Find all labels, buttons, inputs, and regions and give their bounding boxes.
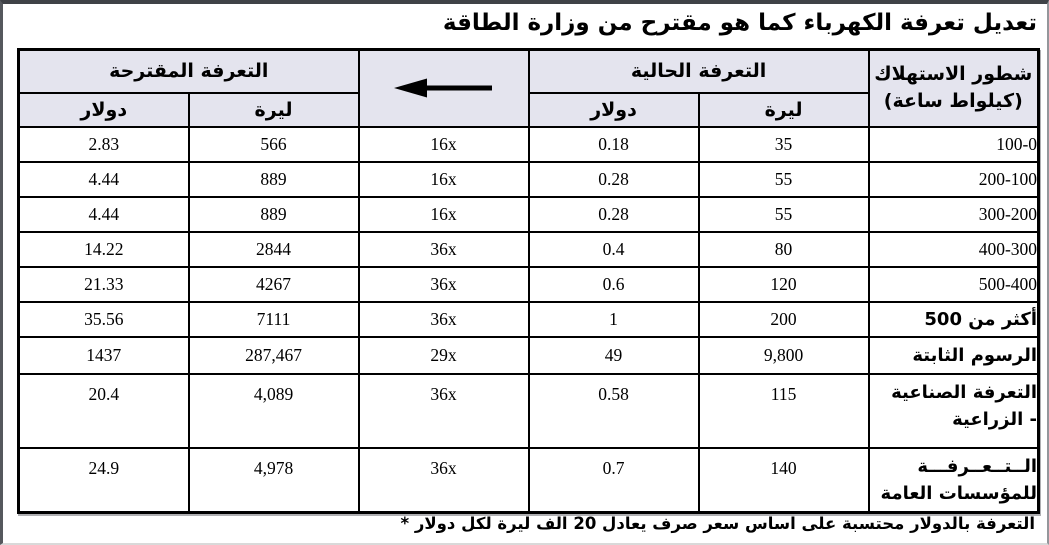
multiplier-cell: 16x	[359, 162, 529, 197]
multiplier-cell: 36x	[359, 302, 529, 337]
current-dollar-cell: 0.58	[529, 374, 699, 448]
header-consumption-tiers-unit: (كيلواط ساعة)	[883, 90, 1023, 113]
table-title: تعديل تعرفة الكهرباء كما هو مقترح من وزارة الطاقة	[442, 10, 1037, 36]
table-row	[19, 127, 1039, 162]
tier-label-line2: للمؤسسات العامة	[880, 482, 1038, 504]
current-lira-cell: 35	[699, 127, 869, 162]
left-arrow-icon	[394, 77, 494, 99]
header-consumption-tiers-label: شطور الاستهلاك	[874, 62, 1033, 85]
multiplier-cell: 16x	[359, 127, 529, 162]
tariff-table	[17, 48, 1040, 514]
multiplier-cell: 29x	[359, 337, 529, 374]
tier-cell: 300-200	[869, 197, 1039, 232]
header-proposed-tariff: التعرفة المقترحة	[19, 50, 359, 93]
current-lira-cell: 115	[699, 374, 869, 448]
tier-cell	[869, 448, 1039, 513]
current-dollar-cell: 0.28	[529, 162, 699, 197]
tier-cell: الرسوم الثابتة	[869, 337, 1039, 374]
tier-label-line2: - الزراعية	[952, 408, 1038, 430]
tier-label-line1: الــتــعــرفـــة	[917, 455, 1038, 477]
proposed-dollar-cell: 20.4	[19, 374, 189, 448]
current-dollar-cell: 0.4	[529, 232, 699, 267]
proposed-lira-cell: 566	[189, 127, 359, 162]
current-lira-cell: 200	[699, 302, 869, 337]
proposed-dollar-cell: 24.9	[19, 448, 189, 513]
tier-cell: 400-300	[869, 232, 1039, 267]
tier-label-line1: التعرفة الصناعية	[891, 381, 1038, 403]
proposed-dollar-cell: 35.56	[19, 302, 189, 337]
proposed-lira-cell: 7111	[189, 302, 359, 337]
proposed-dollar-cell: 1437	[19, 337, 189, 374]
current-lira-cell: 140	[699, 448, 869, 513]
current-dollar-cell: 0.18	[529, 127, 699, 162]
proposed-lira-cell: 4,978	[189, 448, 359, 513]
table-row	[19, 337, 1039, 374]
proposed-lira-cell: 2844	[189, 232, 359, 267]
multiplier-cell: 36x	[359, 448, 529, 513]
multiplier-arrow-cell	[359, 50, 529, 127]
proposed-lira-cell: 889	[189, 162, 359, 197]
header-consumption-tiers	[869, 50, 1039, 127]
tier-cell: 100-0	[869, 127, 1039, 162]
table-row	[19, 197, 1039, 232]
tier-cell: 500-400	[869, 267, 1039, 302]
table-row	[19, 374, 1039, 448]
current-lira-cell: 55	[699, 197, 869, 232]
table-row	[19, 162, 1039, 197]
current-dollar-cell: 0.28	[529, 197, 699, 232]
header-lira-proposed: ليرة	[189, 93, 359, 127]
current-lira-cell: 120	[699, 267, 869, 302]
proposed-lira-cell: 4,089	[189, 374, 359, 448]
header-dollar-proposed: دولار	[19, 93, 189, 127]
multiplier-cell: 36x	[359, 267, 529, 302]
table-row	[19, 267, 1039, 302]
proposed-dollar-cell: 2.83	[19, 127, 189, 162]
tier-cell: أكثر من 500	[869, 302, 1039, 337]
current-dollar-cell: 49	[529, 337, 699, 374]
multiplier-cell: 36x	[359, 374, 529, 448]
current-dollar-cell: 0.7	[529, 448, 699, 513]
proposed-lira-cell: 889	[189, 197, 359, 232]
proposed-lira-cell: 4267	[189, 267, 359, 302]
footnote: التعرفة بالدولار محتسبة على اساس سعر صرف يعادل 20 الف ليرة لكل دولار *	[400, 514, 1035, 533]
current-dollar-cell: 1	[529, 302, 699, 337]
header-row-1	[19, 50, 1039, 93]
current-lira-cell: 80	[699, 232, 869, 267]
proposed-dollar-cell: 21.33	[19, 267, 189, 302]
header-lira-current: ليرة	[699, 93, 869, 127]
proposed-lira-cell: 287,467	[189, 337, 359, 374]
header-current-tariff: التعرفة الحالية	[529, 50, 869, 93]
table-row	[19, 302, 1039, 337]
tier-cell: 200-100	[869, 162, 1039, 197]
header-dollar-current: دولار	[529, 93, 699, 127]
proposed-dollar-cell: 4.44	[19, 197, 189, 232]
current-dollar-cell: 0.6	[529, 267, 699, 302]
proposed-dollar-cell: 4.44	[19, 162, 189, 197]
table-row	[19, 232, 1039, 267]
multiplier-cell: 36x	[359, 232, 529, 267]
multiplier-cell: 16x	[359, 197, 529, 232]
table-row	[19, 448, 1039, 513]
current-lira-cell: 55	[699, 162, 869, 197]
tier-cell	[869, 374, 1039, 448]
current-lira-cell: 9,800	[699, 337, 869, 374]
proposed-dollar-cell: 14.22	[19, 232, 189, 267]
